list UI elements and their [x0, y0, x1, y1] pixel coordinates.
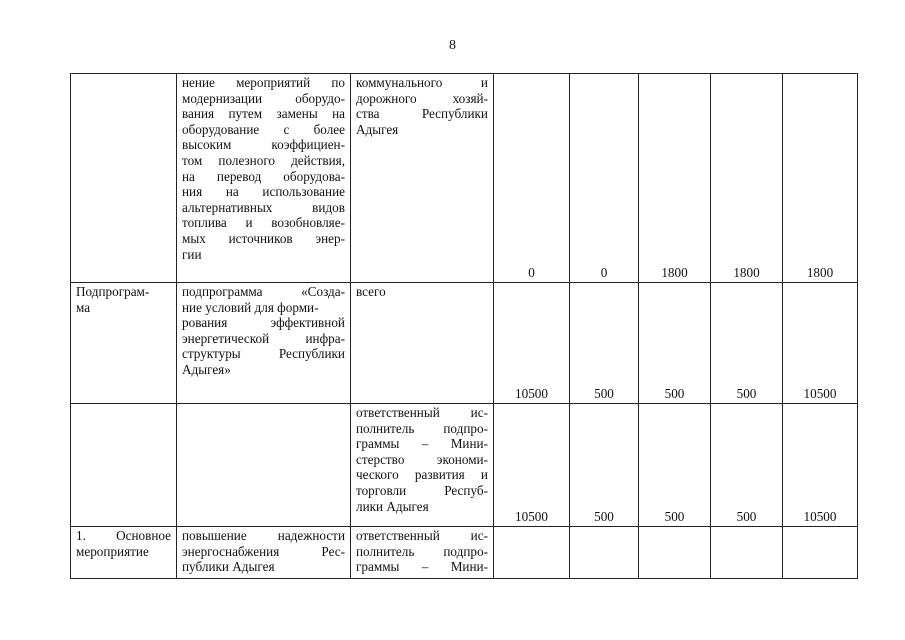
cell-line: всего: [356, 284, 386, 299]
cell-line: ства Республики: [356, 106, 488, 122]
cell-line: стерство экономи-: [356, 451, 488, 467]
cell-line: мероприятие: [76, 543, 149, 559]
cell-line: повышение надежности: [182, 528, 345, 543]
row4-value-2: [570, 527, 639, 579]
cell-line: гии: [182, 246, 202, 262]
row3-value-2: 500: [570, 404, 639, 527]
cell-line: Подпрограм-: [76, 284, 150, 299]
row3-value-5: 10500: [783, 404, 858, 527]
row2-value-2: 500: [570, 283, 639, 404]
cell-line: оборудование с более: [182, 121, 345, 137]
row3-col2: [177, 404, 351, 527]
row2-value-3: 500: [639, 283, 711, 404]
table-row: [71, 74, 858, 283]
table-row: [71, 404, 858, 527]
cell-line: ма: [76, 299, 91, 315]
row1-col1: [71, 74, 177, 283]
cell-line: подпрограмма «Созда-: [182, 284, 345, 299]
cell-line: энергоснабжения Рес-: [182, 543, 345, 559]
cell-line: высоким коэффициен-: [182, 137, 345, 153]
cell-line: вания путем замены на: [182, 106, 345, 122]
cell-line: торговли Респуб-: [356, 482, 488, 498]
cell-line: мых источников энер-: [182, 230, 345, 246]
cell-line: граммы – Мини-: [356, 559, 488, 575]
cell-line: ния на использование: [182, 184, 345, 200]
cell-line: на перевод оборудова-: [182, 168, 345, 184]
page-number: 8: [449, 38, 456, 53]
row1-value-2: 0: [570, 74, 639, 283]
cell-line: полнитель подпро-: [356, 420, 488, 436]
row4-col1: [71, 527, 177, 579]
table-row: [71, 527, 858, 579]
row4-col2: [177, 527, 351, 579]
row2-value-5: 10500: [783, 283, 858, 404]
cell-line: публики Адыгея: [182, 559, 275, 575]
row4-col3: [351, 527, 494, 579]
row3-value-4: 500: [711, 404, 783, 527]
table-row: [71, 283, 858, 404]
cell-line: альтернативных видов: [182, 199, 345, 215]
cell-line: лики Адыгея: [356, 498, 429, 514]
cell-line: ческого развития и: [356, 467, 488, 483]
row4-value-4: [711, 527, 783, 579]
row1-col2: [177, 74, 351, 283]
cell-line: дорожного хозяй-: [356, 90, 488, 106]
row2-col2: [177, 283, 351, 404]
row3-value-3: 500: [639, 404, 711, 527]
cell-line: граммы – Мини-: [356, 436, 488, 452]
cell-line: ответственный ис-: [356, 405, 488, 420]
cell-line: полнитель подпро-: [356, 543, 488, 559]
program-table: [70, 73, 858, 579]
cell-line: ответственный ис-: [356, 528, 488, 543]
row1-value-3: 1800: [639, 74, 711, 283]
cell-line: Адыгея: [356, 121, 399, 137]
row1-value-1: 0: [494, 74, 570, 283]
cell-line: рования эффективной: [182, 315, 345, 331]
cell-line: энергетической инфра-: [182, 330, 345, 346]
row2-col1: [71, 283, 177, 404]
cell-line: Адыгея»: [182, 361, 231, 377]
row4-value-3: [639, 527, 711, 579]
cell-line: ние условий для форми-: [182, 299, 319, 315]
cell-line: коммунального и: [356, 75, 488, 90]
row4-value-5: [783, 527, 858, 579]
cell-line: том полезного действия,: [182, 152, 345, 168]
row2-col3: [351, 283, 494, 404]
cell-line: 1. Основное: [76, 528, 171, 543]
row2-value-4: 500: [711, 283, 783, 404]
row1-value-5: 1800: [783, 74, 858, 283]
row1-col3: [351, 74, 494, 283]
row3-col3: [351, 404, 494, 527]
row3-col1: [71, 404, 177, 527]
cell-line: топлива и возобновляе-: [182, 215, 345, 231]
cell-line: модернизации оборудо-: [182, 90, 345, 106]
cell-line: нение мероприятий по: [182, 75, 345, 90]
row4-value-1: [494, 527, 570, 579]
row2-value-1: 10500: [494, 283, 570, 404]
row3-value-1: 10500: [494, 404, 570, 527]
cell-line: структуры Республики: [182, 346, 345, 362]
row1-value-4: 1800: [711, 74, 783, 283]
